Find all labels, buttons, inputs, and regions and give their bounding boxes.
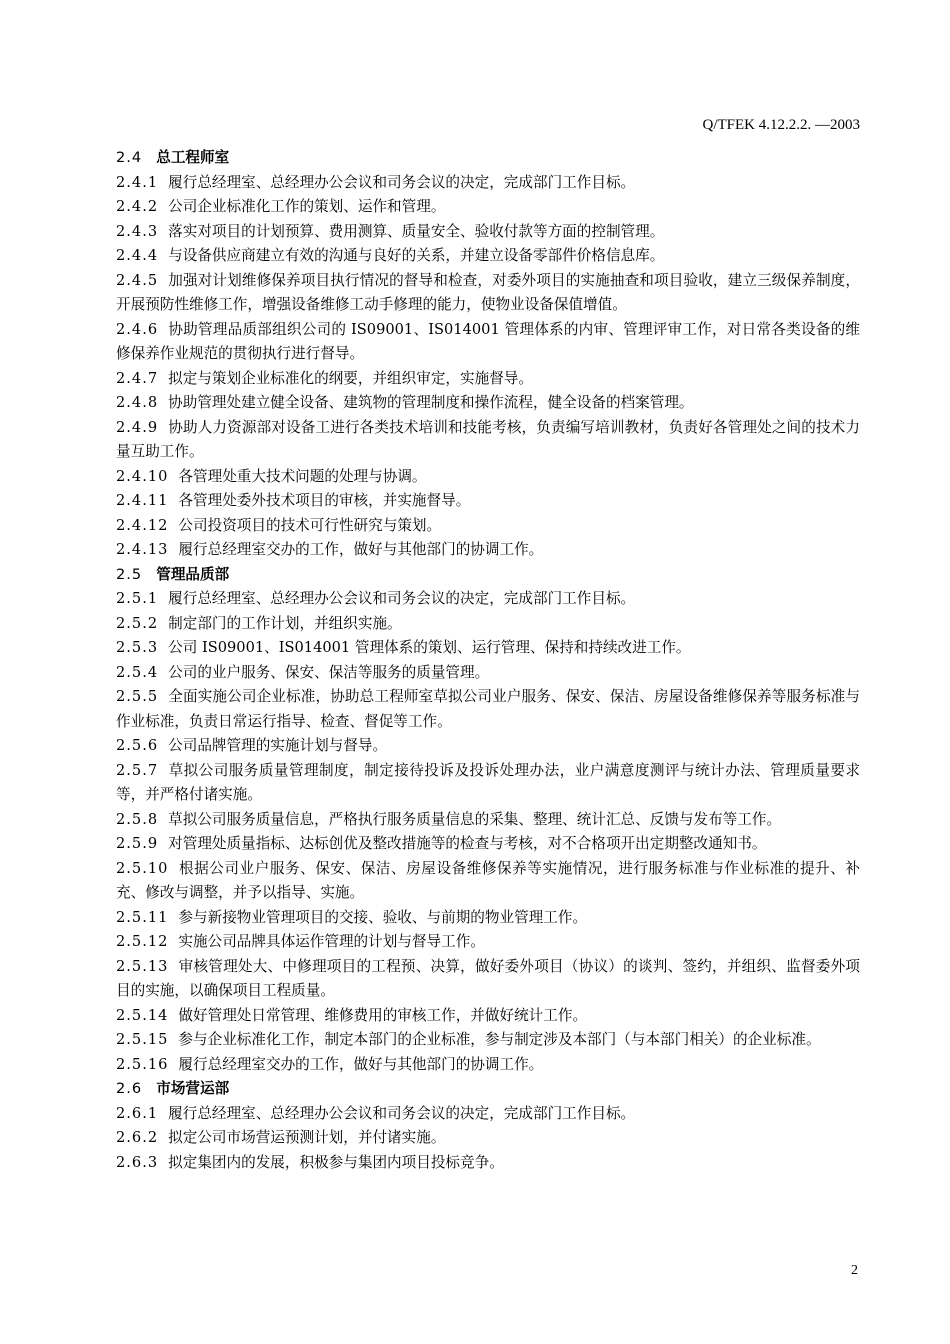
clause-item bbox=[116, 367, 860, 392]
clause-number: 2.4 bbox=[116, 149, 143, 166]
clause-item bbox=[116, 1028, 860, 1053]
clause-text: 协助人力资源部对设备工进行各类技术培训和技能考核，负责编写培训教材，负责好各管理处之间的技术力量互助工作。 bbox=[116, 418, 860, 460]
clause-number: 2.6.1 bbox=[116, 1104, 159, 1122]
section-heading bbox=[116, 563, 860, 588]
clause-text: 实施公司品牌具体运作管理的计划与督导工作。 bbox=[178, 933, 485, 950]
clause-item bbox=[116, 269, 860, 318]
clause-text: 根据公司业户服务、保安、保洁、房屋设备维修保养等实施情况，进行服务标准与作业标准的提升、补充、修改与调整，并予以指导、实施。 bbox=[116, 859, 860, 901]
clause-item bbox=[116, 832, 860, 857]
clause-text: 审核管理处大、中修理项目的工程预、决算，做好委外项目（协议）的谈判、签约，并组织、监督委外项目的实施，以确保项目工程质量。 bbox=[116, 957, 860, 999]
clause-text: 草拟公司服务质量信息，严格执行服务质量信息的采集、整理、统计汇总、反馈与发布等工作。 bbox=[168, 810, 782, 828]
clause-number: 2.4.6 bbox=[116, 320, 159, 338]
clause-number: 2.5.10 bbox=[116, 859, 169, 877]
clause-number: 2.4.10 bbox=[116, 467, 169, 485]
clause-text: 加强对计划维修保养项目执行情况的督导和检查，对委外项目的实施抽查和项目验收，建立三级保养制度，开展预防性维修工作，增强设备维修工动手修理的能力，使物业设备保值增值。 bbox=[116, 271, 860, 313]
document-code: Q/TFEK 4.12.2.2. —2003 bbox=[702, 117, 860, 133]
clause-number: 2.5.13 bbox=[116, 957, 169, 975]
clause-item bbox=[116, 1053, 860, 1078]
clause-number: 2.6 bbox=[116, 1080, 143, 1097]
clause-number: 2.6.2 bbox=[116, 1129, 159, 1146]
clause-text: 公司的业户服务、保安、保洁等服务的质量管理。 bbox=[168, 663, 490, 681]
clause-number: 2.5.4 bbox=[116, 663, 159, 681]
clause-item bbox=[116, 759, 860, 808]
clause-text: 拟定公司市场营运预测计划，并付诸实施。 bbox=[168, 1129, 446, 1146]
clause-number: 2.4.12 bbox=[116, 516, 169, 534]
clause-text: 制定部门的工作计划，并组织实施。 bbox=[168, 614, 402, 632]
clause-item bbox=[116, 906, 860, 931]
clause-text: 履行总经理室、总经理办公会议和司务会议的决定，完成部门工作目标。 bbox=[168, 173, 636, 191]
clause-item bbox=[116, 930, 860, 955]
clause-text: 做好管理处日常管理、维修费用的审核工作，并做好统计工作。 bbox=[178, 1006, 588, 1024]
clause-number: 2.5.8 bbox=[116, 810, 159, 828]
clause-text: 拟定与策划企业标准化的纲要，并组织审定，实施督导。 bbox=[168, 369, 533, 387]
clause-item bbox=[116, 1151, 860, 1176]
clause-item bbox=[116, 244, 860, 269]
clause-item bbox=[116, 685, 860, 734]
clause-text: 草拟公司服务质量管理制度，制定接待投诉及投诉处理办法，业户满意度测评与统计办法、管理质量要求等，并严格付诸实施。 bbox=[116, 761, 860, 803]
document-body bbox=[116, 146, 860, 1175]
clause-item bbox=[116, 171, 860, 196]
clause-number: 2.4.7 bbox=[116, 369, 159, 387]
clause-item bbox=[116, 416, 860, 465]
clause-text: 参与新接物业管理项目的交接、验收、与前期的物业管理工作。 bbox=[178, 908, 588, 926]
clause-text: 公司投资项目的技术可行性研究与策划。 bbox=[178, 516, 442, 534]
clause-number: 2.5.2 bbox=[116, 614, 159, 632]
clause-text: 公司企业标准化工作的策划、运作和管理。 bbox=[168, 198, 446, 215]
clause-text: 拟定集团内的发展，积极参与集团内项目投标竞争。 bbox=[168, 1153, 504, 1171]
clause-text: 履行总经理室交办的工作，做好与其他部门的协调工作。 bbox=[178, 541, 544, 558]
clause-text: 履行总经理室、总经理办公会议和司务会议的决定，完成部门工作目标。 bbox=[168, 590, 636, 607]
clause-number: 2.5.16 bbox=[116, 1055, 169, 1073]
clause-item bbox=[116, 612, 860, 637]
clause-number: 2.5.14 bbox=[116, 1006, 169, 1024]
clause-text: 协助管理品质部组织公司的 IS09001、IS014001 管理体系的内审、管理评审工作，对日常各类设备的维修保养作业规范的贯彻执行进行督导。 bbox=[116, 320, 860, 362]
clause-item bbox=[116, 220, 860, 245]
clause-number: 2.4.4 bbox=[116, 247, 159, 264]
clause-item bbox=[116, 636, 860, 661]
clause-item bbox=[116, 1126, 860, 1151]
clause-item bbox=[116, 538, 860, 563]
clause-number: 2.4.5 bbox=[116, 271, 159, 289]
clause-item bbox=[116, 391, 860, 416]
clause-item bbox=[116, 1102, 860, 1127]
clause-item bbox=[116, 808, 860, 833]
clause-number: 2.4.2 bbox=[116, 198, 159, 215]
clause-text: 落实对项目的计划预算、费用测算、质量安全、验收付款等方面的控制管理。 bbox=[168, 222, 665, 240]
clause-item bbox=[116, 955, 860, 1004]
clause-item bbox=[116, 318, 860, 367]
clause-number: 2.4.3 bbox=[116, 222, 159, 240]
clause-text: 参与企业标准化工作，制定本部门的企业标准，参与制定涉及本部门（与本部门相关）的企业标准。 bbox=[178, 1031, 821, 1048]
clause-number: 2.5.12 bbox=[116, 933, 169, 950]
clause-number: 2.6.3 bbox=[116, 1153, 159, 1171]
clause-text: 公司 IS09001、IS014001 管理体系的策划、运行管理、保持和持续改进工作。 bbox=[168, 639, 691, 656]
clause-number: 2.5.3 bbox=[116, 639, 159, 656]
clause-number: 2.4.1 bbox=[116, 173, 159, 191]
clause-text: 全面实施公司企业标准，协助总工程师室草拟公司业户服务、保安、保洁、房屋设备维修保养等服务标准与作业标准，负责日常运行指导、检查、督促等工作。 bbox=[116, 688, 860, 730]
clause-number: 2.5.7 bbox=[116, 761, 159, 779]
clause-text: 履行总经理室、总经理办公会议和司务会议的决定，完成部门工作目标。 bbox=[168, 1104, 636, 1122]
clause-number: 2.5.6 bbox=[116, 737, 159, 754]
clause-item bbox=[116, 1004, 860, 1029]
clause-number: 2.4.8 bbox=[116, 394, 159, 411]
section-title: 总工程师室 bbox=[156, 149, 230, 166]
section-title: 管理品质部 bbox=[156, 565, 230, 583]
clause-text: 协助管理处建立健全设备、建筑物的管理制度和操作流程，健全设备的档案管理。 bbox=[168, 394, 694, 411]
section-heading bbox=[116, 146, 860, 171]
section-heading bbox=[116, 1077, 860, 1102]
clause-text: 各管理处委外技术项目的审核，并实施督导。 bbox=[178, 492, 471, 509]
clause-number: 2.5 bbox=[116, 565, 143, 583]
section-title: 市场营运部 bbox=[156, 1080, 230, 1097]
clause-number: 2.5.5 bbox=[116, 688, 159, 705]
clause-item bbox=[116, 514, 860, 539]
clause-number: 2.5.15 bbox=[116, 1031, 169, 1048]
clause-number: 2.4.11 bbox=[116, 492, 169, 509]
clause-text: 履行总经理室交办的工作，做好与其他部门的协调工作。 bbox=[178, 1055, 544, 1073]
clause-item bbox=[116, 661, 860, 686]
clause-text: 对管理处质量指标、达标创优及整改措施等的检查与考核，对不合格项开出定期整改通知书。 bbox=[168, 835, 767, 852]
clause-text: 公司品牌管理的实施计划与督导。 bbox=[168, 737, 388, 754]
clause-text: 与设备供应商建立有效的沟通与良好的关系，并建立设备零部件价格信息库。 bbox=[168, 247, 665, 264]
clause-number: 2.4.9 bbox=[116, 418, 159, 436]
clause-item bbox=[116, 734, 860, 759]
clause-item bbox=[116, 489, 860, 514]
clause-item bbox=[116, 587, 860, 612]
clause-number: 2.5.1 bbox=[116, 590, 159, 607]
clause-number: 2.5.9 bbox=[116, 835, 159, 852]
clause-item bbox=[116, 465, 860, 490]
clause-item bbox=[116, 857, 860, 906]
clause-text: 各管理处重大技术问题的处理与协调。 bbox=[178, 467, 427, 485]
page-number: 2 bbox=[851, 1263, 858, 1278]
clause-number: 2.5.11 bbox=[116, 908, 169, 926]
clause-item bbox=[116, 195, 860, 220]
clause-number: 2.4.13 bbox=[116, 541, 169, 558]
